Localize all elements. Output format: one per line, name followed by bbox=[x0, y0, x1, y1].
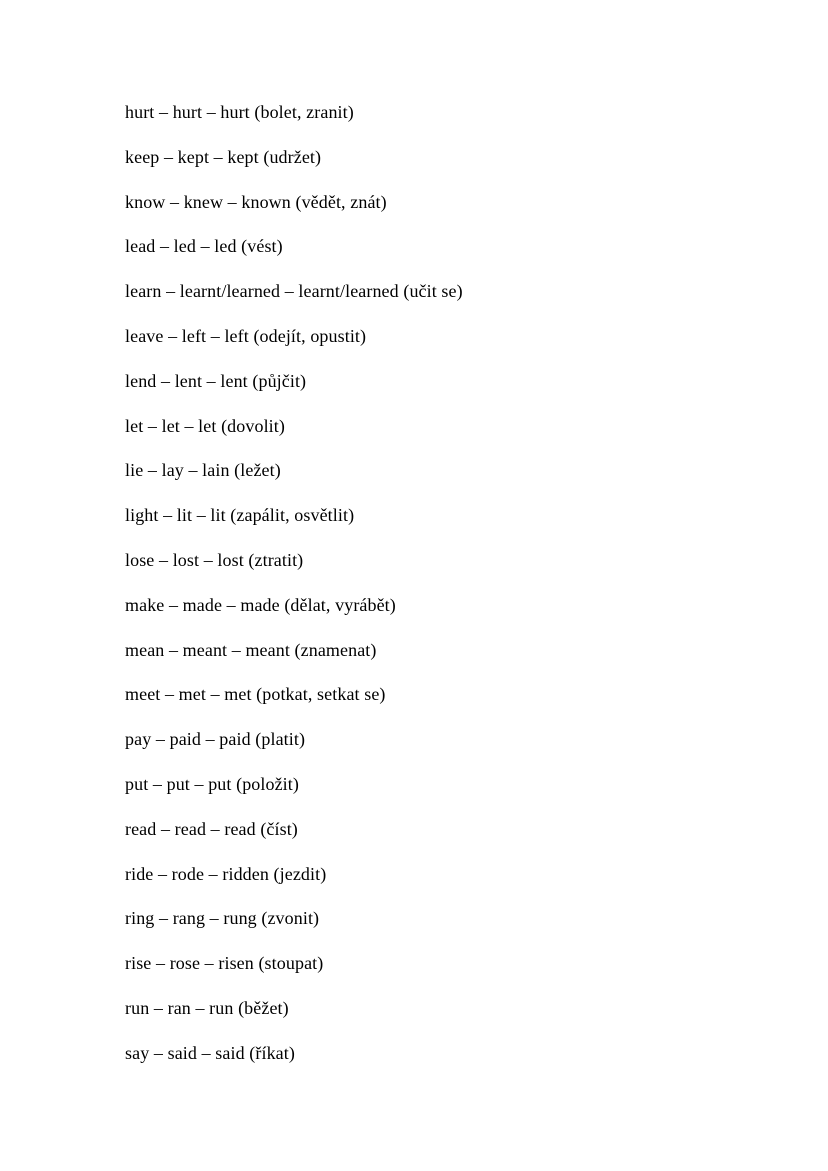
verb-entry: light – lit – lit (zapálit, osvětlit) bbox=[125, 505, 355, 526]
verb-entry: pay – paid – paid (platit) bbox=[125, 729, 306, 750]
verb-entry: lie – lay – lain (ležet) bbox=[125, 460, 281, 481]
verb-entry: learn – learnt/learned – learnt/learned (učit se) bbox=[125, 281, 463, 302]
verb-entry: know – knew – known (vědět, znát) bbox=[125, 191, 387, 212]
verb-entry: put – put – put (položit) bbox=[125, 773, 299, 794]
verb-entry: lose – lost – lost (ztratit) bbox=[125, 549, 304, 570]
verb-entry: hurt – hurt – hurt (bolet, zranit) bbox=[125, 102, 354, 122]
verb-entry: ring – rang – rung (zvonit) bbox=[125, 908, 320, 929]
verb-entry: lead – led – led (vést) bbox=[125, 236, 283, 257]
verb-entry: say – said – said (říkat) bbox=[125, 1042, 295, 1063]
verb-entry: run – ran – run (běžet) bbox=[125, 997, 289, 1018]
verb-entry: lend – lent – lent (půjčit) bbox=[125, 370, 307, 391]
verb-entry: leave – left – left (odejít, opustit) bbox=[125, 325, 367, 346]
verb-entry: make – made – made (dělat, vyrábět) bbox=[125, 594, 396, 615]
verb-entry: read – read – read (číst) bbox=[125, 818, 298, 839]
verb-entry: ride – rode – ridden (jezdit) bbox=[125, 863, 327, 884]
verb-entry: rise – rose – risen (stoupat) bbox=[125, 953, 324, 974]
verb-entry: meet – met – met (potkat, setkat se) bbox=[125, 684, 386, 705]
verb-entry: keep – kept – kept (udržet) bbox=[125, 146, 322, 167]
verb-entry: mean – meant – meant (znamenat) bbox=[125, 639, 377, 660]
verb-entry: let – let – let (dovolit) bbox=[125, 415, 285, 436]
irregular-verb-list bbox=[125, 98, 463, 1084]
